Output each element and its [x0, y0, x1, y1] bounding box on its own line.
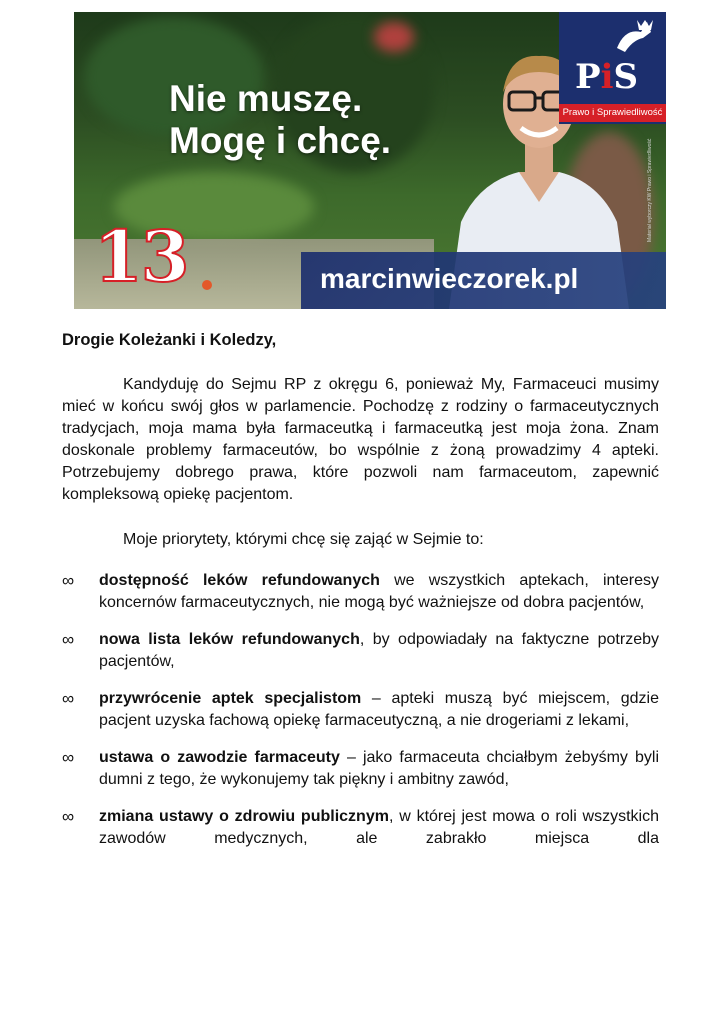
campaign-banner — [74, 12, 666, 309]
priorities-intro: Moje priorytety, którymi chcę się zająć w Sejmie to: — [123, 531, 484, 548]
headline-line-1: Nie muszę. — [169, 78, 363, 119]
infinity-bullet-icon: ∞ — [62, 630, 75, 649]
party-name: Prawo i Sprawiedliwość — [559, 104, 666, 122]
priority-text: – apteki muszą być miejscem, gdzie pacjent uzyska fachową opiekę farmaceutyczną, a nie drogeriami z lekami, — [99, 690, 660, 729]
party-abbreviation: PiS — [575, 57, 639, 97]
intro-paragraph: Kandyduję do Sejmu RP z okręgu 6, ponieważ My, Farmaceuci musimy mieć w końcu swój głos w parlamencie. Pochodzę z rodziny o farmaceutycznych tradycjach, moja mama była farmaceutką i farmaceutką jest moja żona. Znam doskonale problemy farmaceutów, bo wspólnie z żoną prowadzimy 4 apteki. Potrzebujemy dobrego prawa, które pozwoli nam farmaceutom, zapewnić kompleksową opiekę pacjentom. — [62, 376, 659, 503]
number-dot — [202, 280, 212, 290]
priorities-list — [62, 570, 659, 865]
party-logo — [559, 12, 666, 124]
priority-item — [62, 688, 659, 732]
priority-item — [62, 747, 659, 791]
infinity-bullet-icon: ∞ — [62, 689, 75, 708]
priority-item — [62, 806, 659, 850]
priority-text: , w której jest mowa o roli wszystkich zawodów medycznych, ale zabrakło miejsca dla — [99, 808, 660, 847]
candidate-number: 13 — [94, 215, 188, 298]
infinity-bullet-icon: ∞ — [62, 807, 75, 826]
priority-text: – jako farmaceuta chciałbym żebyśmy byli dumni z tego, że wykonujemy tak piękny i ambitny zawód, — [99, 749, 659, 788]
priority-title: przywrócenie aptek specjalistom — [99, 690, 362, 707]
website-link[interactable]: marcinwieczorek.pl — [320, 263, 579, 294]
infinity-bullet-icon: ∞ — [62, 748, 75, 767]
letter-salutation: Drogie Koleżanki i Koledzy, — [62, 331, 277, 349]
banner-credit: Materiał wyborczy KW Prawo i Sprawiedliwość — [647, 138, 653, 242]
priority-title: ustawa o zawodzie farmaceuty — [99, 749, 340, 766]
banner-headline — [169, 78, 391, 162]
infinity-bullet-icon: ∞ — [62, 571, 75, 590]
priority-text: , by odpowiadały na faktyczne potrzeby pacjentów, — [99, 631, 659, 670]
eagle-crown-icon — [611, 18, 655, 58]
priority-title: dostępność leków refundowanych — [99, 572, 380, 589]
priority-item — [62, 629, 659, 673]
priority-title: zmiana ustawy o zdrowiu publicznym — [99, 808, 389, 825]
headline-line-2: Mogę i chcę. — [169, 120, 392, 161]
priority-item — [62, 570, 659, 614]
flowers-shape — [374, 22, 414, 52]
priority-title: nowa lista leków refundowanych — [99, 631, 360, 648]
priority-text: we wszystkich aptekach, interesy koncernów farmaceutycznych, nie mogą być ważniejsze od dobra pacjentów, — [99, 572, 660, 611]
